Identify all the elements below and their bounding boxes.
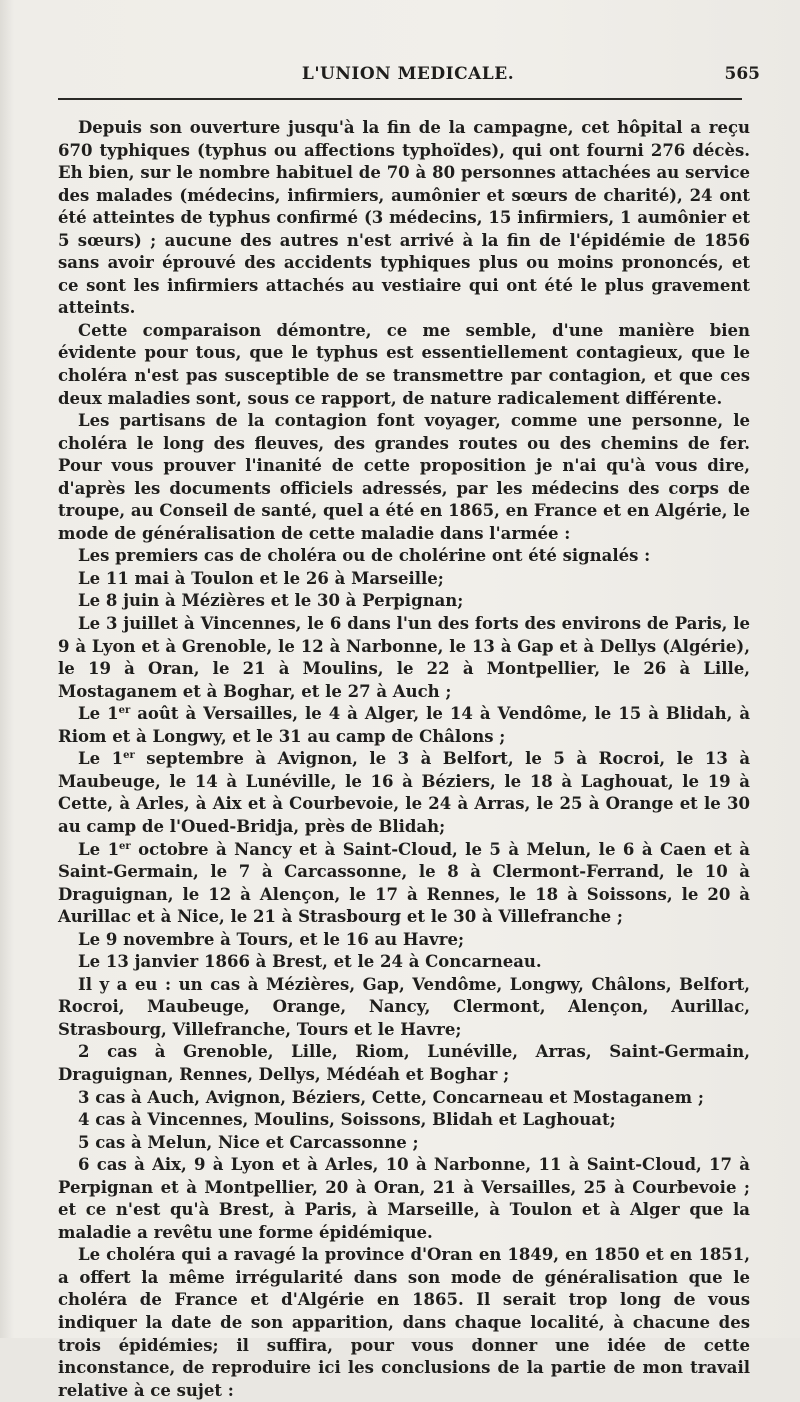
- paragraph: Le 1er septembre à Avignon, le 3 à Belfort, le 5 à Rocroi, le 13 à Maubeuge, le 14 à Lunéville, le 16 à Béziers, le 18 à Laghouat, le 19 à Cette, à Arles, à Aix et à Courbevoie, le 24 à Arras, le 25 à Orange et le 30 au camp de l'Oued-Bridja, près de Blidah;: [58, 749, 751, 836]
- paragraph: Le 1er août à Versailles, le 4 à Alger, le 14 à Vendôme, le 15 à Blidah, à Riom et à Longwy, et le 31 au camp de Châlons ;: [58, 704, 751, 746]
- page-header: [56, 64, 760, 94]
- running-title: L'UNION MEDICALE.: [301, 64, 515, 84]
- paragraph: 4 cas à Vincennes, Moulins, Soissons, Blidah et Laghouat;: [78, 1110, 616, 1130]
- ordinal-suffix: er: [118, 705, 131, 717]
- paragraph: 6 cas à Aix, 9 à Lyon et à Arles, 10 à Narbonne, 11 à Saint-Cloud, 17 à Perpignan et à Montpellier, 20 à Oran, 21 à Versailles, 25 à Courbevoie ; et ce n'est qu'à Brest, à Paris, à Marseille, à Toulon et à Alger que la maladie a revêtu une forme épidémique.: [58, 1155, 750, 1242]
- paragraph: Cette comparaison démontre, ce me semble, d'une manière bien évidente pour tous, que le typhus est essentiellement contagieux, que le choléra n'est pas susceptible de se transmettre par contagion, et que ces deux maladies sont, sous ce rapport, de nature radicalement différente.: [58, 320, 750, 408]
- body-text: [58, 117, 750, 1402]
- paragraph: 3 cas à Auch, Avignon, Béziers, Cette, Concarneau et Mostaganem ;: [78, 1087, 704, 1107]
- paragraph: Le 11 mai à Toulon et le 26 à Marseille;: [78, 568, 444, 588]
- paragraph: Le 13 janvier 1866 à Brest, et le 24 à Concarneau.: [78, 952, 542, 972]
- paragraph: Le 3 juillet à Vincennes, le 6 dans l'un des forts des environs de Paris, le 9 à Lyon et à Grenoble, le 12 à Narbonne, le 13 à Gap et à Dellys (Algérie), le 19 à Oran, le 21 à Moulins, le 22 à Montpellier, le 26 à Lille, Mostaganem et à Boghar, et le 27 à Auch ;: [58, 614, 750, 701]
- paragraph: 2 cas à Grenoble, Lille, Riom, Lunéville, Arras, Saint-Germain, Draguignan, Rennes, Dellys, Médéah et Boghar ;: [58, 1042, 750, 1084]
- paragraph: Le 9 novembre à Tours, et le 16 au Havre;: [78, 929, 465, 949]
- ordinal-suffix: er: [119, 840, 131, 852]
- paragraph: Les partisans de la contagion font voyager, comme une personne, le choléra le long des fleuves, des grandes routes ou des chemins de fer. Pour vous prouver l'inanité de cette proposition je n'ai qu'à vous dire, d'après les documents officiels adressés, par les médecins des corps de troupe, au Conseil de santé, quel a été en 1865, en France et en Algérie, le mode de généralisation de cette maladie dans l'armée :: [58, 411, 750, 543]
- paragraph: Il y a eu : un cas à Mézières, Gap, Vendôme, Longwy, Châlons, Belfort, Rocroi, Maubeuge, Orange, Nancy, Clermont, Alençon, Aurillac, Strasbourg, Villefranche, Tours et le Havre;: [58, 974, 750, 1039]
- paragraph: Le 1er octobre à Nancy et à Saint-Cloud, le 5 à Melun, le 6 à Caen et à Saint-Germain, le 7 à Carcassonne, le 8 à Clermont-Ferrand, le 10 à Draguignan, le 12 à Alençon, le 17 à Rennes, le 18 à Soissons, le 20 à Aurillac et à Nice, le 21 à Strasbourg et le 30 à Villefranche ;: [58, 839, 751, 927]
- paragraph: Depuis son ouverture jusqu'à la fin de la campagne, cet hôpital a reçu 670 typhiques (typhus ou affections typhoïdes), qui ont fourni 276 décès. Eh bien, sur le nombre habituel de 70 à 80 personnes attachées au service des malades (médecins, infirmiers, aumônier et sœurs de charité), 24 ont été atteintes de typhus confirmé (3 médecins, 15 infirmiers, 1 aumônier et 5 sœurs) ; aucune des autres n'est arrivé à la fin de l'épidémie de 1856 sans avoir éprouvé des accidents typhiques plus ou moins prononcés, et ce sont les infirmiers attachés au vestiaire qui ont été le plus gravement atteints.: [58, 118, 750, 318]
- paragraph: 5 cas à Melun, Nice et Carcassonne ;: [78, 1132, 419, 1152]
- page-number: 565: [724, 64, 760, 84]
- paragraph: Les premiers cas de choléra ou de cholérine ont été signalés :: [78, 546, 651, 566]
- paragraph: Le 8 juin à Mézières et le 30 à Perpignan;: [78, 591, 464, 611]
- paragraph: Le choléra qui a ravagé la province d'Oran en 1849, en 1850 et en 1851, a offert la même irrégularité dans son mode de généralisation que le choléra de France et d'Algérie en 1865. Il serait trop long de vous indiquer la date de son apparition, dans chaque localité, à chacune des trois épidémies; il suffira, pour vous donner une idée de cette inconstance, de reproduire ici les conclusions de la partie de mon travail relative à ce sujet :: [58, 1245, 750, 1400]
- ordinal-suffix: er: [123, 750, 135, 762]
- header-rule: [58, 98, 742, 100]
